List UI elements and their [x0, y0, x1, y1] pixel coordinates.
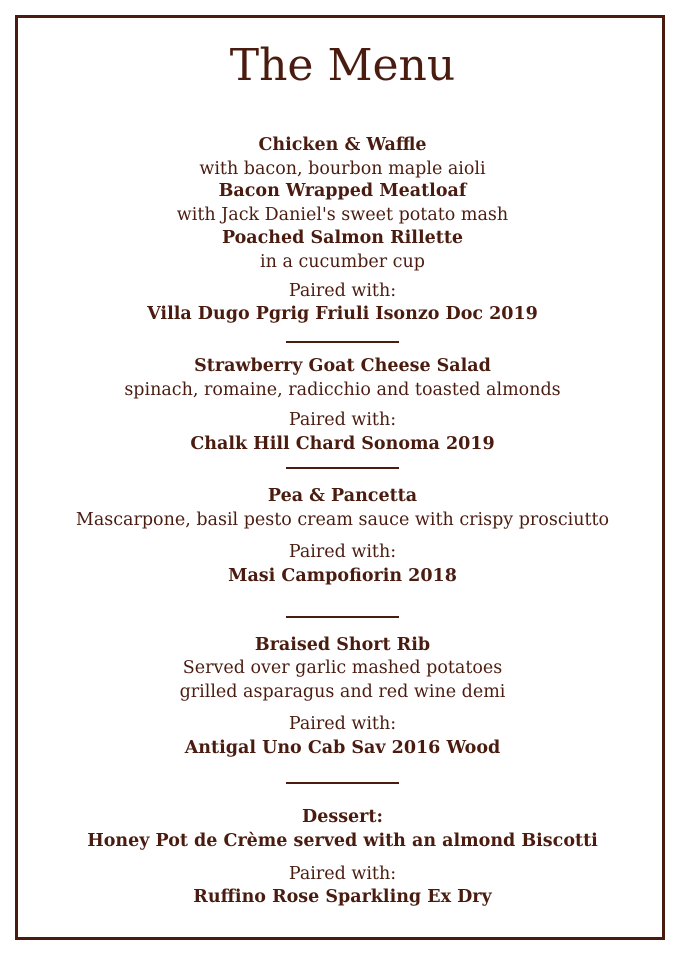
wine-pairing: Ruffino Rose Sparkling Ex Dry [193, 887, 492, 907]
paired-with-label: Paired with: [288, 281, 397, 301]
dish-description: grilled asparagus and red wine demi [179, 682, 506, 702]
dish-name: Braised Short Rib [254, 635, 431, 655]
dish-description: with bacon, bourbon maple aioli [199, 159, 486, 179]
paired-with-label: Paired with: [288, 410, 397, 430]
dish-name: Strawberry Goat Cheese Salad [194, 356, 491, 376]
dish-name: Poached Salmon Rillette [221, 228, 464, 248]
dish-name: Chicken & Waffle [258, 135, 427, 155]
wine-pairing: Masi Campofiorin 2018 [228, 566, 457, 586]
wine-pairing: Villa Dugo Pgrig Friuli Isonzo Doc 2019 [147, 304, 538, 324]
dish-description: with Jack Daniel's sweet potato mash [176, 205, 509, 225]
dish-name: Honey Pot de Crème served with an almond Biscotti [87, 831, 598, 851]
dish-description: Served over garlic mashed potatoes [182, 658, 503, 678]
section-divider [286, 341, 399, 343]
dish-description: Mascarpone, basil pesto cream sauce with crispy prosciutto [75, 510, 610, 530]
dessert-heading: Dessert: [302, 807, 383, 827]
paired-with-label: Paired with: [288, 714, 397, 734]
wine-pairing: Chalk Hill Chard Sonoma 2019 [190, 434, 495, 454]
dish-name: Bacon Wrapped Meatloaf [218, 181, 467, 201]
dish-description: spinach, romaine, radicchio and toasted almonds [124, 380, 561, 400]
menu-title: The Menu [229, 40, 456, 91]
dish-name: Pea & Pancetta [267, 486, 418, 506]
wine-pairing: Antigal Uno Cab Sav 2016 Wood [184, 738, 501, 758]
paired-with-label: Paired with: [288, 864, 397, 884]
section-divider [286, 782, 399, 784]
paired-with-label: Paired with: [288, 542, 397, 562]
dish-description: in a cucumber cup [260, 252, 425, 272]
section-divider [286, 616, 399, 618]
section-divider [286, 467, 399, 469]
